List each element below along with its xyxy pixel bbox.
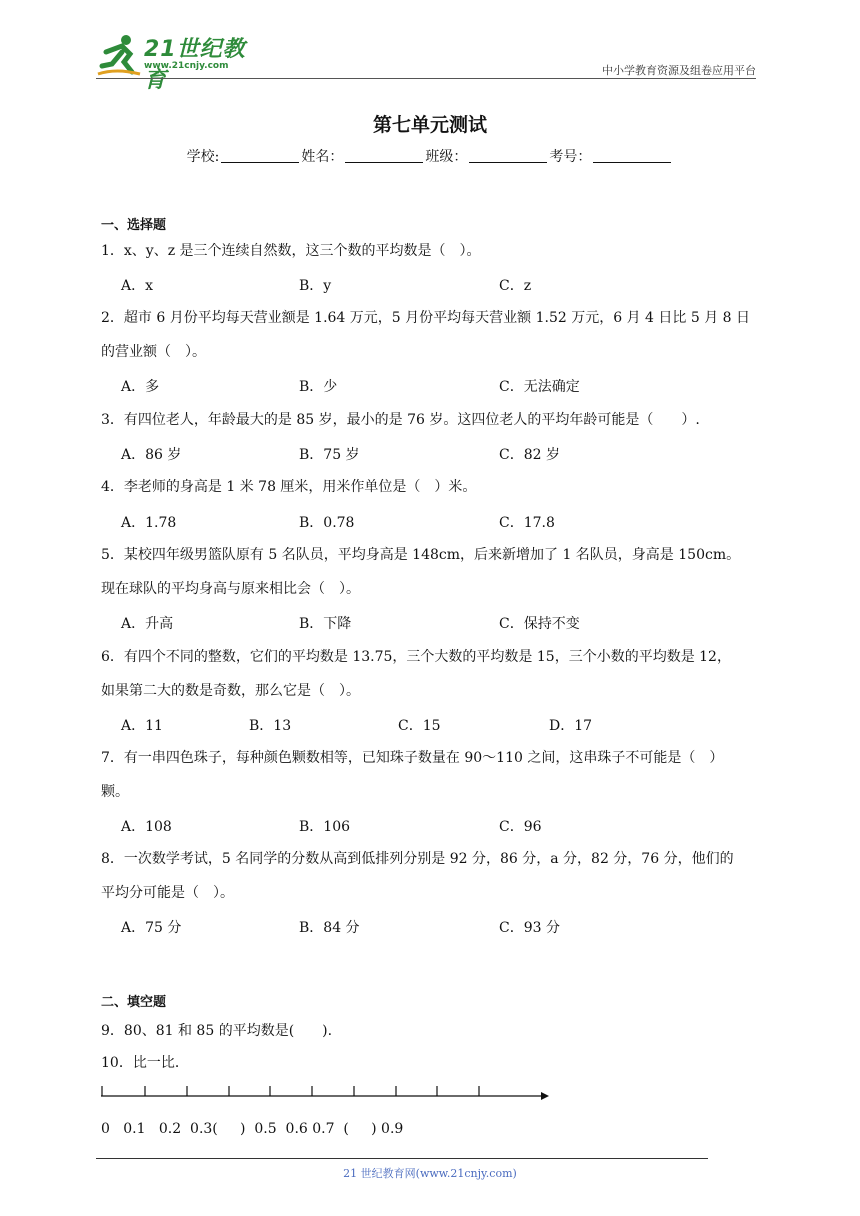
question-10: 10．比一比．: [101, 1055, 189, 1071]
option-c[interactable]: C．82 岁: [499, 447, 560, 463]
question-7-line-2: 颗。: [101, 784, 129, 800]
runner-logo-icon: [96, 32, 142, 78]
student-info: [0, 146, 860, 166]
question-5-line-1: 5．某校四年级男篮队原有 5 名队员，平均身高是 148cm，后来新增加了 1 名队员，身高是 150cm。: [101, 547, 741, 563]
exam-no-field[interactable]: [593, 148, 671, 163]
logo-url: www.21cnjy.com: [144, 61, 229, 71]
section-choice-heading: 一、选择题: [101, 218, 167, 233]
option-b[interactable]: B．75 岁: [299, 447, 360, 463]
question-4: 4．李老师的身高是 1 米 78 厘米，用米作单位是（ ）米。: [101, 479, 477, 495]
question-8-options: [121, 917, 761, 937]
platform-name: 中小学教育资源及组卷应用平台: [602, 64, 756, 77]
question-2-options: [121, 376, 761, 396]
option-b[interactable]: B．0.78: [299, 515, 355, 531]
option-c[interactable]: C．无法确定: [499, 379, 580, 395]
option-b[interactable]: B．少: [299, 379, 338, 395]
option-b[interactable]: B．106: [299, 819, 351, 835]
question-7-line-1: 7．有一串四色珠子，每种颜色颗数相等，已知珠子数量在 90～110 之间，这串珠子不可能是（ ）: [101, 750, 724, 766]
question-1: 1．x、y、z 是三个连续自然数，这三个数的平均数是（ ）。: [101, 243, 481, 259]
question-5-line-2: 现在球队的平均身高与原来相比会（ ）。: [101, 581, 360, 597]
option-c[interactable]: C．15: [398, 718, 441, 734]
number-line-ticks: [102, 1086, 479, 1096]
option-c[interactable]: C．保持不变: [499, 616, 580, 632]
site-logo: [96, 32, 266, 93]
option-b[interactable]: B．y: [299, 278, 332, 294]
option-a[interactable]: A．升高: [121, 616, 174, 632]
question-9: 9．80、81 和 85 的平均数是( ).: [101, 1023, 333, 1039]
question-3-options: [121, 444, 761, 464]
number-line: [101, 1080, 551, 1104]
option-a[interactable]: A．108: [121, 819, 172, 835]
option-b[interactable]: B．13: [249, 718, 292, 734]
logo-text: 21世纪教育: [144, 37, 246, 93]
question-2-line-2: 的营业额（ ）。: [101, 344, 206, 360]
question-6-line-2: 如果第二大的数是奇数，那么它是（ ）。: [101, 683, 360, 699]
header-divider: [96, 78, 756, 79]
exam-no-label: 考号：: [549, 149, 592, 165]
option-b[interactable]: B．下降: [299, 616, 352, 632]
option-a[interactable]: A．x: [121, 278, 154, 294]
option-a[interactable]: A．75 分: [121, 920, 182, 936]
question-5-options: [121, 613, 761, 633]
number-line-arrow-icon: [541, 1092, 549, 1100]
option-b[interactable]: B．84 分: [299, 920, 360, 936]
question-6-options: [121, 715, 761, 735]
option-a[interactable]: A．1.78: [121, 515, 177, 531]
question-8-line-2: 平均分可能是（ ）。: [101, 885, 234, 901]
footer-text: 21 世纪教育网(www.21cnjy.com): [343, 1167, 517, 1180]
question-6-line-1: 6．有四个不同的整数，它们的平均数是 13.75，三个大数的平均数是 15，三个小数的平均数是 12，: [101, 649, 731, 665]
number-line-labels: 0 0.1 0.2 0.3( ) 0.5 0.6 0.7 ( ) 0.9: [101, 1121, 404, 1137]
school-field[interactable]: [221, 148, 299, 163]
class-field[interactable]: [469, 148, 547, 163]
option-d[interactable]: D．17: [549, 718, 593, 734]
question-2-line-1: 2．超市 6 月份平均每天营业额是 1.64 万元，5 月份平均每天营业额 1.52 万元，6 月 4 日比 5 月 8 日: [101, 310, 750, 326]
option-a[interactable]: A．多: [121, 379, 160, 395]
option-a[interactable]: A．11: [121, 718, 163, 734]
section-fill-heading: 二、填空题: [101, 995, 167, 1010]
footer-divider: [96, 1158, 708, 1159]
question-3: 3．有四位老人，年龄最大的是 85 岁，最小的是 76 岁。这四位老人的平均年龄可能是（ ）.: [101, 412, 700, 428]
question-7-options: [121, 816, 761, 836]
option-c[interactable]: C．17.8: [499, 515, 555, 531]
question-1-options: [121, 275, 761, 295]
option-c[interactable]: C．96: [499, 819, 542, 835]
school-label: 学校:: [186, 149, 220, 165]
name-field[interactable]: [345, 148, 423, 163]
option-a[interactable]: A．86 岁: [121, 447, 182, 463]
name-label: 姓名：: [301, 149, 344, 165]
option-c[interactable]: C．z: [499, 278, 532, 294]
class-label: 班级：: [425, 149, 468, 165]
page-title: 第七单元测试: [372, 114, 487, 136]
question-4-options: [121, 512, 761, 532]
page-header: [96, 30, 756, 93]
question-8-line-1: 8．一次数学考试，5 名同学的分数从高到低排列分别是 92 分，86 分，a 分，82 分，76 分，他们的: [101, 851, 734, 867]
option-c[interactable]: C．93 分: [499, 920, 560, 936]
